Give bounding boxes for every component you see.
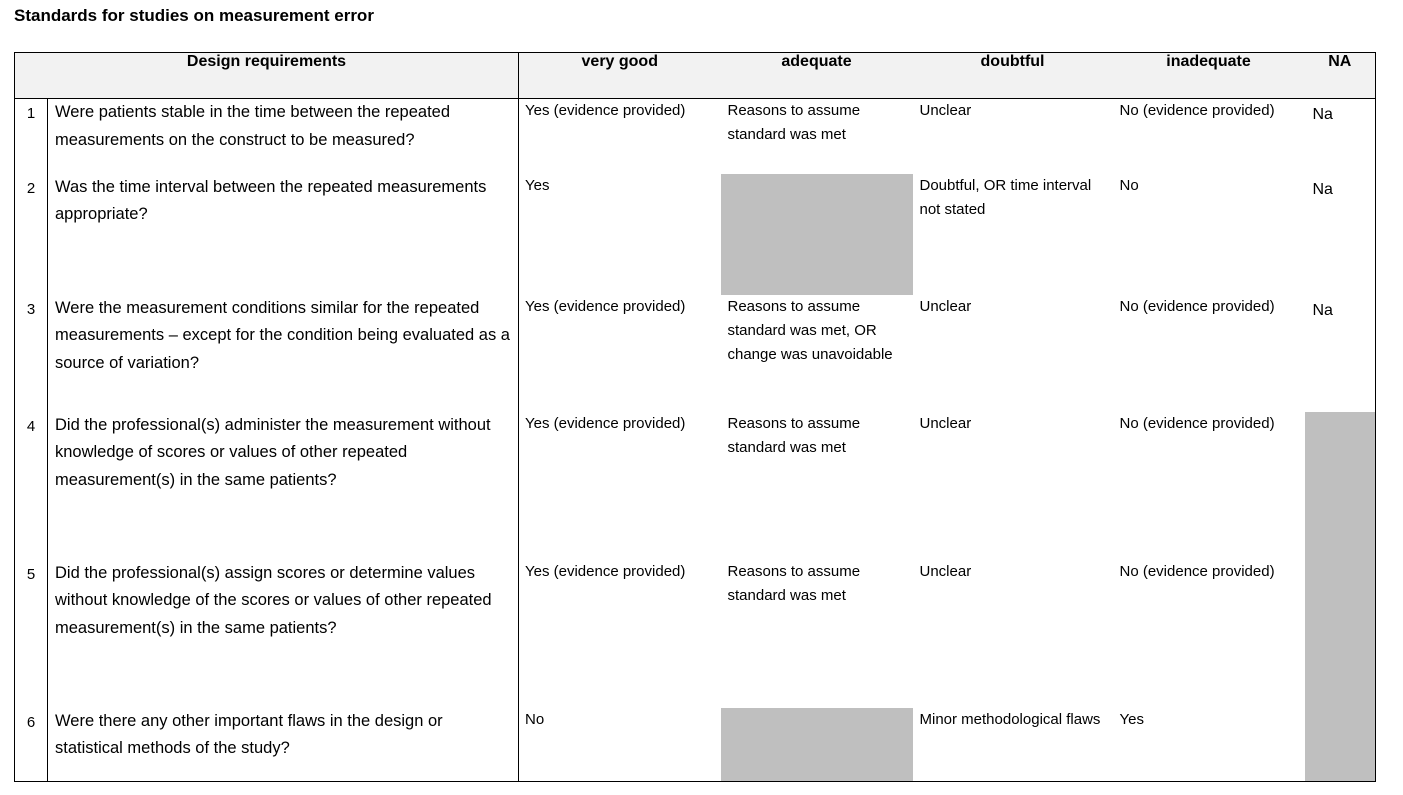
- doubtful-cell: Unclear: [919, 562, 972, 580]
- question-content: Were patients stable in the time between the repeated measurements on the construct to be measured?: [55, 103, 451, 149]
- row-number: 6: [15, 708, 48, 782]
- doubtful-cell: Unclear: [919, 297, 972, 315]
- question-text: [48, 99, 519, 174]
- very-good-cell: No: [519, 708, 721, 782]
- na-cell: Na: [1305, 295, 1376, 412]
- very-good-cell: Yes (evidence provided): [525, 562, 686, 580]
- na-cell-shaded: [1305, 708, 1376, 782]
- inadequate-cell: Yes: [1113, 708, 1305, 782]
- very-good-cell: Yes: [525, 176, 550, 194]
- doubtful-cell: Doubtful, OR time interval not stated: [919, 176, 1092, 218]
- adequate-cell: Reasons to assume standard was met: [727, 562, 861, 604]
- row-number: 1: [15, 99, 48, 174]
- row-number: 5: [15, 560, 48, 708]
- adequate-cell-shaded: [721, 174, 913, 295]
- very-good-cell: Yes (evidence provided): [525, 297, 686, 315]
- na-cell-shaded: [1305, 412, 1376, 560]
- na-cell: Na: [1305, 174, 1376, 295]
- standards-table: [14, 52, 1376, 782]
- adequate-cell: Reasons to assume standard was met: [727, 414, 861, 456]
- row-number: 4: [15, 412, 48, 560]
- inadequate-cell: No (evidence provided): [1119, 562, 1275, 580]
- row-number: 2: [15, 174, 48, 295]
- question-text: [48, 412, 519, 560]
- inadequate-cell: No (evidence provided): [1119, 414, 1275, 432]
- question-content: Did the professional(s) assign scores or determine values without knowledge of the scores or values of other repeated measurement(s) in the same patients?: [55, 563, 492, 637]
- table-row: [15, 295, 1376, 412]
- question-text: [48, 174, 519, 295]
- question-content: Did the professional(s) administer the measurement without knowledge of scores or values of other repeated measurement(s) in the same patients?: [55, 415, 491, 489]
- table-row: [15, 174, 1376, 295]
- very-good-cell: Yes (evidence provided): [525, 102, 686, 119]
- table-row: [15, 560, 1376, 708]
- question-content: Were the measurement conditions similar for the repeated measurements – except for the condition being evaluated as a source of variation?: [55, 298, 510, 372]
- na-cell: Na: [1305, 99, 1376, 174]
- question-text: [48, 708, 519, 782]
- header-design-requirements: Design requirements: [15, 53, 519, 99]
- question-content: Was the time interval between the repeated measurements appropriate?: [55, 177, 487, 223]
- inadequate-cell: No (evidence provided): [1119, 102, 1275, 119]
- very-good-cell: Yes (evidence provided): [525, 414, 686, 432]
- row-number: 3: [15, 295, 48, 412]
- header-inadequate: inadequate: [1113, 53, 1305, 99]
- doubtful-cell: Minor methodological flaws: [913, 708, 1113, 782]
- inadequate-cell: No: [1119, 176, 1139, 194]
- header-doubtful: doubtful: [913, 53, 1113, 99]
- question-text: [48, 295, 519, 412]
- table-row: [15, 412, 1376, 560]
- page-title: Standards for studies on measurement error: [14, 6, 374, 25]
- table-row: [15, 708, 1376, 782]
- header-very-good: very good: [519, 53, 721, 99]
- adequate-cell: Reasons to assume standard was met: [727, 102, 861, 143]
- doubtful-cell: Unclear: [919, 102, 972, 119]
- header-adequate: adequate: [721, 53, 913, 99]
- question-text: [48, 560, 519, 708]
- doubtful-cell: Unclear: [919, 414, 972, 432]
- adequate-cell: Reasons to assume standard was met, OR change was unavoidable: [727, 297, 893, 363]
- adequate-cell-shaded: [721, 708, 913, 782]
- question-content: Were there any other important flaws in the design or statistical methods of the study?: [55, 711, 443, 757]
- table-row: [15, 99, 1376, 174]
- header-na: NA: [1305, 53, 1376, 99]
- inadequate-cell: No (evidence provided): [1119, 297, 1275, 315]
- header-row: [15, 53, 1376, 99]
- na-cell-shaded: [1305, 560, 1376, 708]
